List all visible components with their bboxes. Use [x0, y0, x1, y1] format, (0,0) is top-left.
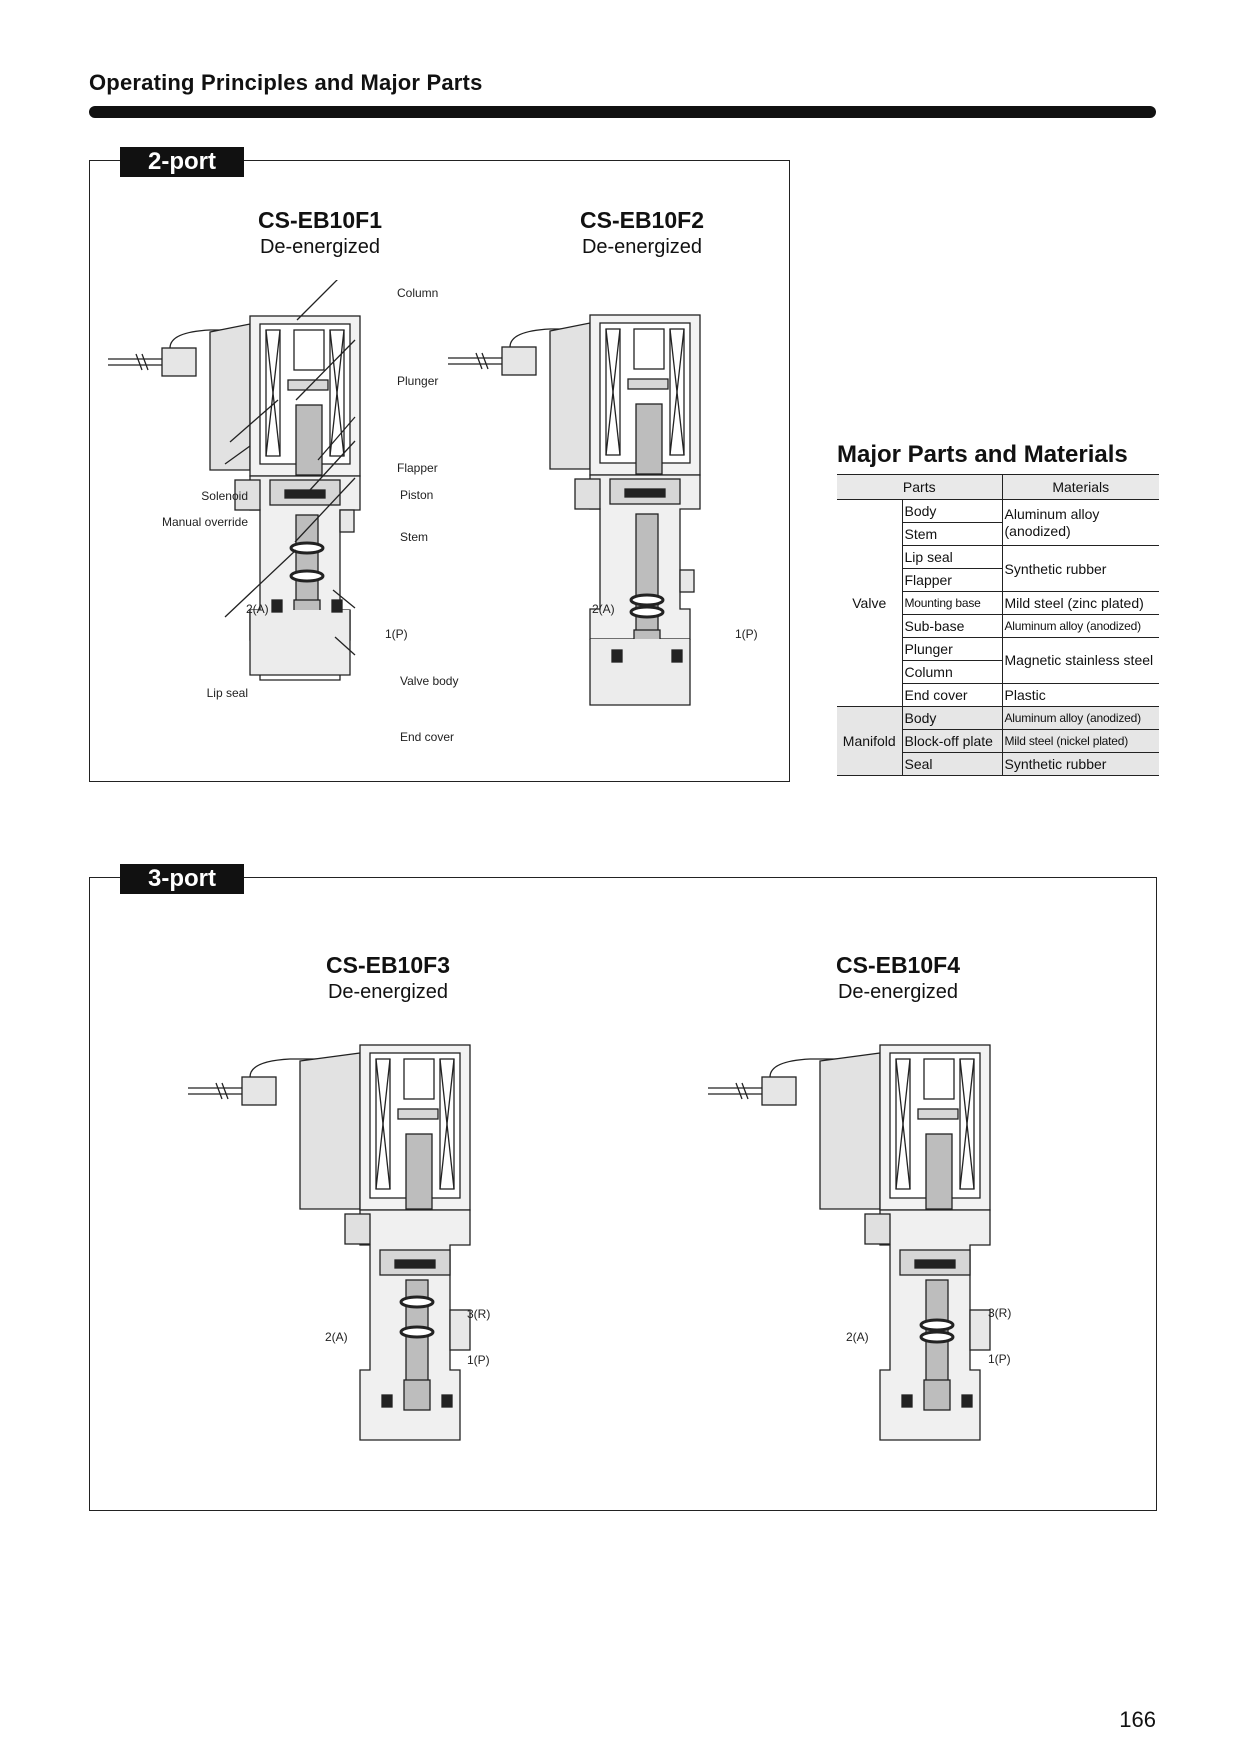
model-heading-f4: [808, 952, 988, 1004]
callout-port-2a-f2: 2(A): [592, 602, 615, 616]
valve-diagram-f4: [700, 1040, 1020, 1460]
material-cell: Aluminum alloy (anodized): [1002, 707, 1159, 730]
material-cell: Magnetic stainless steel: [1002, 638, 1159, 684]
group-valve: Valve: [837, 500, 902, 707]
part-cell: Flapper: [902, 569, 1002, 592]
part-cell: Body: [902, 500, 1002, 523]
model-name: CS-EB10F2: [580, 207, 704, 233]
material-cell: Synthetic rubber: [1002, 753, 1159, 776]
callout-end-cover: End cover: [400, 730, 455, 744]
callout-port-2a-f4: 2(A): [846, 1330, 869, 1344]
material-cell: Mild steel (nickel plated): [1002, 730, 1159, 753]
callout-piston: Piston: [400, 488, 434, 502]
model-state: De-energized: [259, 236, 381, 258]
callout-plunger: Plunger: [397, 374, 439, 388]
part-cell: Block-off plate: [902, 730, 1002, 753]
callout-stem: Stem: [400, 530, 429, 544]
part-cell: End cover: [902, 684, 1002, 707]
callout-port-1p-f2: 1(P): [735, 627, 758, 641]
parts-header: Parts: [837, 475, 1002, 500]
tab-2port: 2-port: [120, 147, 244, 177]
part-cell: Body: [902, 707, 1002, 730]
callout-port-3r-f4: 3(R): [988, 1306, 1012, 1320]
material-cell: Mild steel (zinc plated): [1002, 592, 1159, 615]
callout-manual-override: Manual override: [161, 515, 248, 529]
model-heading-f2: [552, 207, 732, 259]
valve-diagram-f2: [440, 310, 740, 730]
materials-header: Materials: [1002, 475, 1159, 500]
model-name: CS-EB10F3: [326, 952, 450, 978]
model-state: De-energized: [581, 236, 703, 258]
callout-column: Column: [397, 286, 439, 300]
page-title: Operating Principles and Major Parts: [89, 70, 483, 95]
part-cell: Seal: [902, 753, 1002, 776]
parts-table-title: Major Parts and Materials: [837, 441, 1128, 468]
callout-valve-body: Valve body: [400, 674, 459, 688]
model-heading-f1: [230, 207, 410, 259]
callout-port-1p: 1(P): [385, 627, 408, 641]
part-cell: Sub-base: [902, 615, 1002, 638]
parts-table: [837, 474, 1159, 776]
tab-3port: 3-port: [120, 864, 244, 894]
model-state: De-energized: [327, 981, 449, 1003]
callout-port-3r: 3(R): [467, 1307, 491, 1321]
group-manifold: Manifold: [837, 707, 902, 776]
callout-flapper: Flapper: [397, 461, 438, 475]
title-rule: [89, 106, 1156, 118]
page-number: 166: [1119, 1707, 1156, 1732]
model-heading-f3: [298, 952, 478, 1004]
callout-port-1p: 1(P): [467, 1353, 490, 1367]
callout-solenoid: Solenoid: [201, 489, 248, 503]
model-name: CS-EB10F4: [836, 952, 960, 978]
model-name: CS-EB10F1: [258, 207, 382, 233]
material-cell: Aluminum alloy (anodized): [1002, 615, 1159, 638]
material-cell: Synthetic rubber: [1002, 546, 1159, 592]
part-cell: Plunger: [902, 638, 1002, 661]
part-cell: Lip seal: [902, 546, 1002, 569]
material-cell: Aluminum alloy (anodized): [1002, 500, 1159, 546]
material-cell: Plastic: [1002, 684, 1159, 707]
part-cell: Stem: [902, 523, 1002, 546]
part-cell: Mounting base: [902, 592, 1002, 615]
callout-port-2a: 2(A): [246, 602, 269, 616]
valve-diagram-f3: [180, 1040, 500, 1460]
callout-port-1p-f4: 1(P): [988, 1352, 1011, 1366]
part-cell: Column: [902, 661, 1002, 684]
callout-lip-seal: Lip seal: [206, 686, 248, 700]
callout-port-2a: 2(A): [325, 1330, 348, 1344]
model-state: De-energized: [837, 981, 959, 1003]
